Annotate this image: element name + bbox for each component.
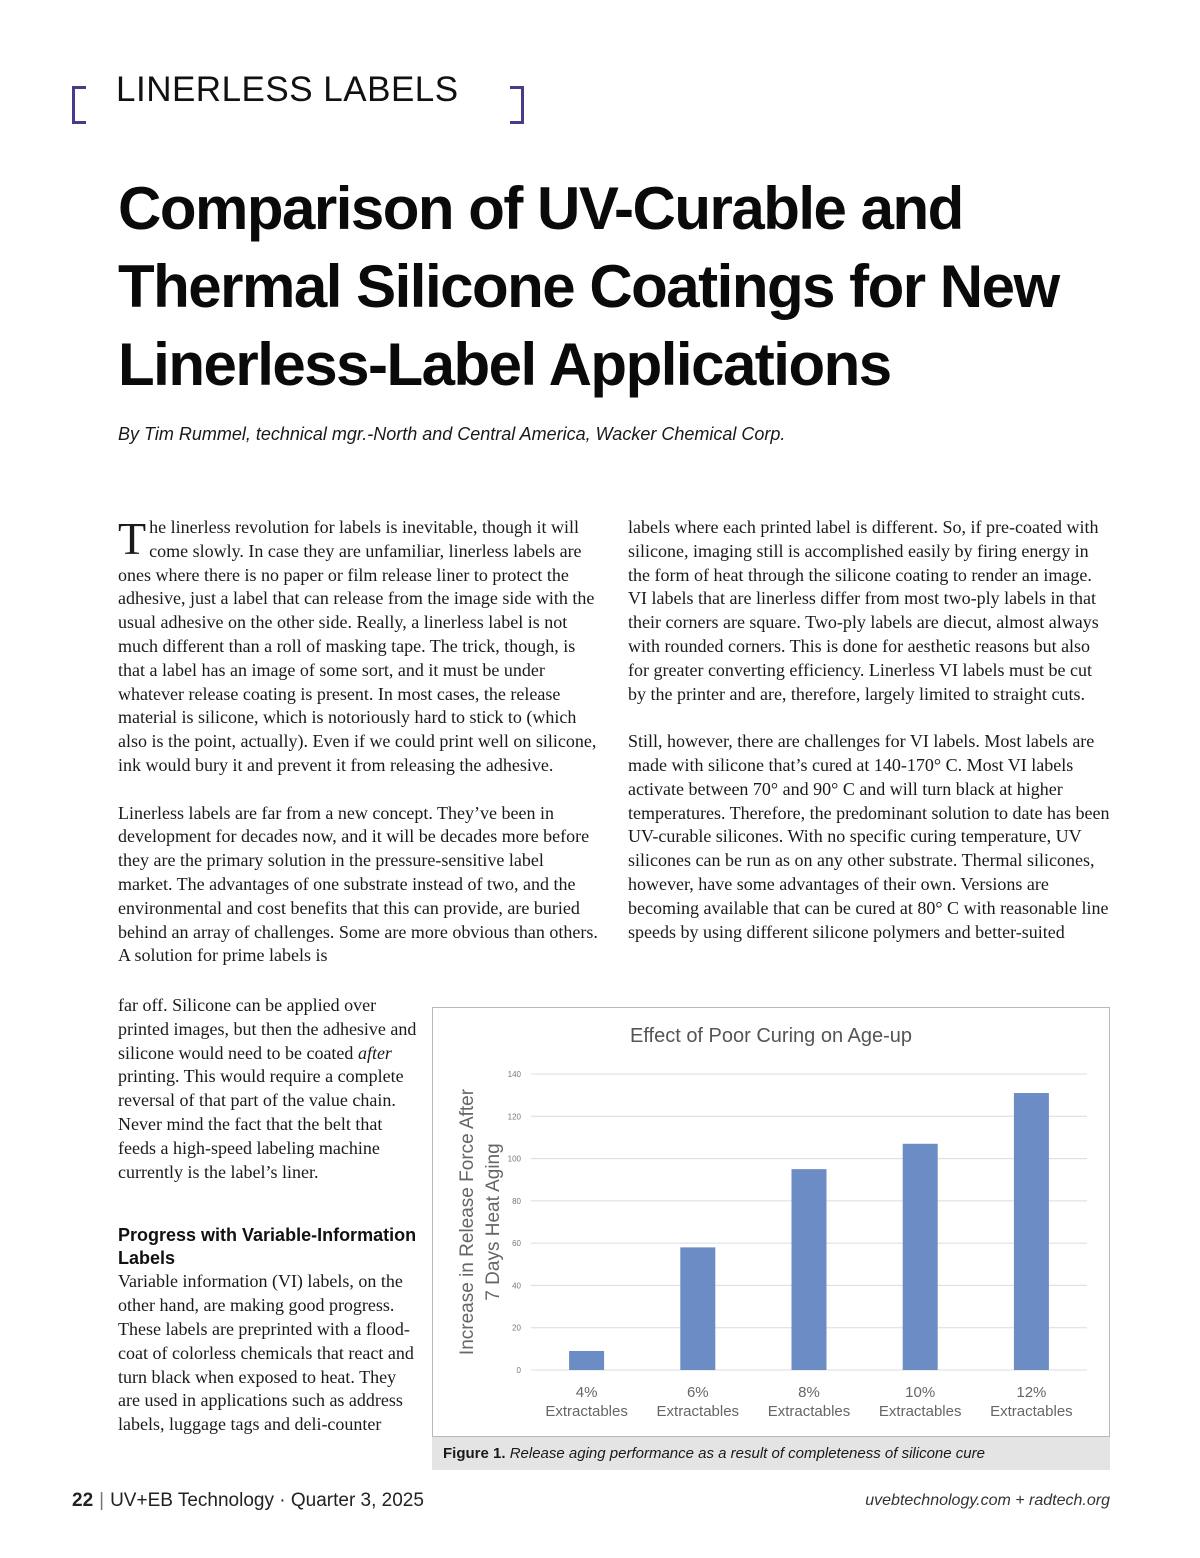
italic-after: after — [357, 1042, 392, 1063]
caption-text: Release aging performance as a result of completeness of silicone cure — [509, 1445, 985, 1462]
paragraph-2-continued — [118, 994, 418, 1184]
y-tick-label: 20 — [512, 1323, 521, 1333]
bar — [792, 1169, 827, 1370]
y-axis-label: 7 Days Heat Aging — [483, 1143, 504, 1301]
paragraph-intro — [118, 513, 602, 778]
y-tick-label: 60 — [512, 1239, 521, 1249]
article-title: Comparison of UV-Curable and Thermal Silicone Coatings for New Linerless-Label Applications — [118, 175, 1059, 398]
chart-container — [432, 1007, 1110, 1437]
x-tick-label: Extractables — [878, 1403, 962, 1420]
section-tag — [72, 62, 524, 126]
publication-name: UV+EB Technology · Quarter 3, 2025 — [110, 1490, 424, 1511]
column-1-narrow — [118, 994, 418, 1437]
figure-caption — [432, 1437, 1110, 1470]
y-tick-label: 0 — [516, 1366, 521, 1375]
paragraph-2-cont-b: printing. This would require a complete reversal of that part of the value chain. Never mind the fact that the belt that feeds a high-speed labeling machine currently is the label’s liner. — [118, 1066, 404, 1182]
footer-left: 22 | UV+EB Technology · Quarter 3, 2025 — [72, 1490, 424, 1511]
drop-cap: T — [118, 513, 147, 564]
y-tick-label: 140 — [507, 1070, 521, 1079]
x-tick-label: Extractables — [656, 1403, 740, 1420]
x-tick-label: Extractables — [990, 1403, 1073, 1420]
bar — [680, 1247, 715, 1370]
x-tick-label: 4% — [575, 1384, 598, 1401]
byline: By Tim Rummel, technical mgr.-North and Central America, Wacker Chemical Corp. — [118, 424, 786, 444]
x-tick-label: 12% — [1016, 1384, 1047, 1401]
page-number: 22 — [72, 1490, 94, 1511]
footer-websites: uvebtechnology.com + radtech.org — [865, 1492, 1110, 1509]
paragraph-intro-text: he linerless revolution for labels is inevitable, though it will come slowly. In case they are unfamiliar, linerless labels are ones where there is no paper or film release liner to protect the adhesive, just a label that can release from the image side with the usual adhesive on the other side. Really, a linerless label is not much different than a roll of masking tape. The trick, though, is that a label has an image of some sort, and it must be under whatever release coating is present. In most cases, the release material is silicone, which is notoriously hard to stick to (which also is the point, actually). Even if we could print well on silicone, ink would bury it and prevent it from releasing the adhesive. — [118, 517, 597, 775]
x-tick-label: 10% — [905, 1384, 936, 1401]
bar — [1014, 1093, 1049, 1370]
bracket-right — [510, 86, 524, 124]
subheading: Progress with Variable-Information Labels — [118, 1225, 417, 1269]
y-tick-label: 80 — [512, 1196, 521, 1206]
col2-paragraph-2: Still, however, there are challenges for VI labels. Most labels are made with silicone that’s cured at 140-170° C. Most VI labels activate between 70° and 90° C and will turn black at higher temperatures. Therefore, the predominant solution to date has been UV-curable silicones. With no specific curing temperature, UV silicones can be run as on any other substrate. Thermal silicones, however, have some advantages of their own. Versions are becoming available that can be cured at 80° C with reasonable line speeds by using different silicone polymers and better-suited — [628, 731, 1110, 942]
x-tick-label: Extractables — [767, 1403, 851, 1420]
column-1 — [118, 513, 602, 968]
y-tick-label: 100 — [507, 1154, 521, 1164]
paragraph-2-cont-a: far off. Silicone can be applied over printed images, but then the adhesive and silicone would need to be coated — [118, 995, 417, 1063]
x-tick-label: 6% — [686, 1384, 709, 1401]
bracket-left — [72, 86, 86, 124]
chart-title: Effect of Poor Curing on Age-up — [629, 1025, 913, 1047]
y-tick-label: 40 — [512, 1281, 521, 1291]
bar — [903, 1144, 938, 1370]
x-tick-label: 8% — [798, 1384, 820, 1401]
y-tick-label: 120 — [507, 1112, 521, 1122]
section-label: LINERLESS LABELS — [116, 68, 469, 112]
figure-1 — [432, 1007, 1110, 1470]
x-tick-label: Extractables — [545, 1403, 628, 1420]
paragraph-2: Linerless labels are far from a new concept. They’ve been in development for decades now, and it will be decades more before they are the primary solution in the pressure-sensitive label market. The advantages of one substrate instead of two, and the environmental and cost benefits that this can provide, are buried behind an array of challenges. Some are more obvious than others. A solution for prime labels is — [118, 802, 598, 966]
y-axis-label: Increase in Release Force After — [457, 1088, 478, 1356]
col2-paragraph-1: labels where each printed label is different. So, if pre-coated with silicone, imaging still is accomplished easily by firing energy in the form of heat through the silicone coating to render an image. VI labels that are linerless differ from most two-ply labels in that their corners are square. Two-ply labels are diecut, almost always with rounded corners. This is done for aesthetic reasons but also for greater converting efficiency. Linerless VI labels must be cut by the printer and are, therefore, largely limited to straight cuts. — [628, 517, 1099, 704]
paragraph-3: Variable information (VI) labels, on the other hand, are making good progress. These labels are preprinted with a flood-coat of colorless chemicals that react and turn black when exposed to heat. They are used in applications such as address labels, luggage tags and deli-counter — [118, 1271, 414, 1435]
bar — [569, 1351, 604, 1370]
bar-chart — [433, 1008, 1109, 1436]
column-2 — [628, 516, 1114, 944]
caption-label: Figure 1. — [443, 1445, 506, 1462]
